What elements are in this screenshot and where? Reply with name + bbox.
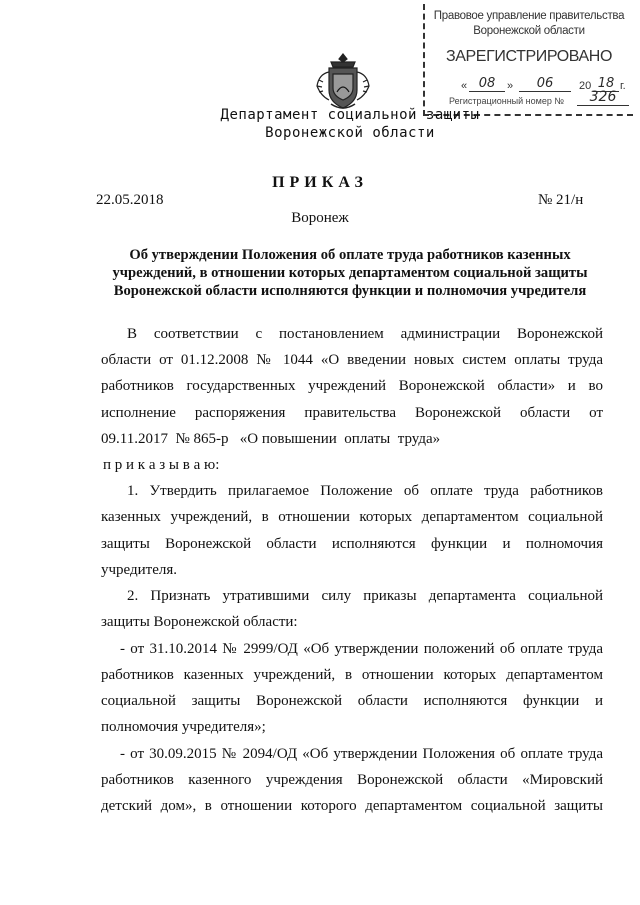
body-line: работников государственных учреждений Воронежской области» и во (101, 378, 603, 394)
body-line: - от 30.09.2015 № 2094/ОД «Об утверждении Положения об оплате труда (120, 746, 603, 762)
body-line: 09.11.2017 № 865-р «О повышении оплаты труда» (101, 431, 441, 447)
stamp-number-label: Регистрационный номер № (449, 96, 565, 106)
order-date: 22.05.2018 (96, 192, 164, 208)
subject-line: Об утверждении Положения об оплате труда работников казенных (129, 247, 571, 263)
body-line: детский дом», в отношении которого департаментом социальной защиты (101, 798, 603, 814)
document-type: ПРИКАЗ (272, 174, 368, 191)
stamp-line1: Правовое управление правительства (433, 10, 625, 22)
stamp-year-suffix: 18 (593, 76, 619, 92)
body-line: защиты Воронежской области исполняются функции и полномочия (101, 536, 603, 552)
stamp-number (449, 89, 631, 106)
coat-of-arms-icon (311, 52, 375, 114)
stamp-line2: Воронежской области (473, 25, 585, 37)
order-number: № 21/н (538, 192, 584, 208)
department-name-line2: Воронежской области (265, 125, 435, 141)
body-line: казенных учреждений, в отношении которых департаментом социальной (101, 509, 603, 525)
order-city: Воронеж (291, 210, 349, 226)
subject-line: Воронежской области исполняются функции и полномочия учредителя (113, 283, 587, 299)
department-name-line1: Департамент социальной защиты (220, 107, 480, 123)
body-line: защиты Воронежской области: (101, 614, 298, 630)
stamp-year-prefix: 20 (579, 80, 592, 92)
body-line: исполнение распоряжения правительства Воронежской области от (101, 405, 603, 421)
body-line: В соответствии с постановлением администрации Воронежской (127, 326, 603, 342)
stamp-day: 08 (469, 76, 505, 92)
body-line: работников казенных учреждений, в отношении которых департаментом (101, 667, 603, 683)
body-line: 1. Утвердить прилагаемое Положение об оплате труда работников (127, 483, 603, 499)
body-line: учредителя. (101, 562, 178, 578)
stamp-registered: ЗАРЕГИСТРИРОВАНО (446, 48, 612, 65)
registration-stamp (423, 4, 633, 116)
body-line: полномочия учредителя»; (101, 719, 266, 735)
body-line: области от 01.12.2008 № 1044 «О введении новых систем оплаты труда (101, 352, 603, 368)
subject-line: учреждений, в отношении которых департаментом социальной защиты (112, 265, 588, 281)
order-command: п р и к а з ы в а ю: (103, 457, 220, 473)
stamp-number-value: 326 (577, 89, 629, 106)
stamp-date: « 08 » 06 20 18 г. (461, 76, 626, 92)
body-line: 2. Признать утратившими силу приказы департамента социальной (127, 588, 603, 604)
body-line: - от 31.10.2014 № 2999/ОД «Об утверждении положений об оплате труда (120, 641, 603, 657)
body-line: работников казенного учреждения Воронежской области «Мировский (101, 772, 603, 788)
stamp-month: 06 (519, 76, 571, 92)
body-line: социальной защиты Воронежской области исполняются функции и (101, 693, 603, 709)
order-subject (90, 246, 610, 300)
